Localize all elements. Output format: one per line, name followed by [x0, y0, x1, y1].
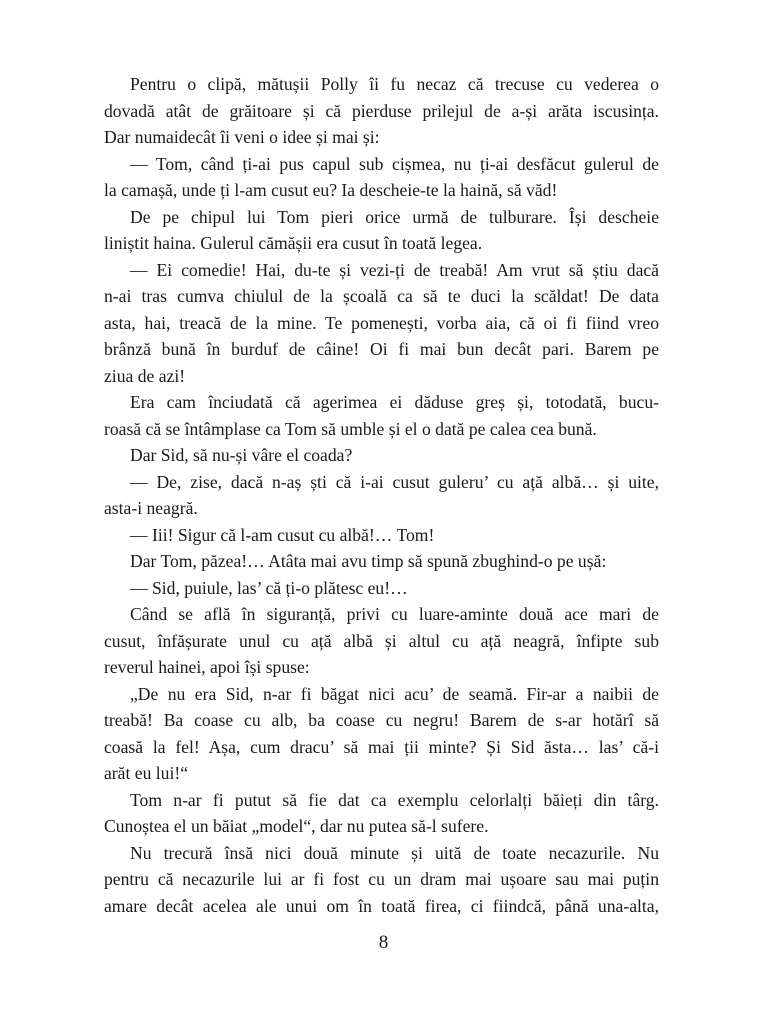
text-line: De pe chipul lui Tom pieri orice urmă de tulburare. Își descheie — [130, 206, 659, 227]
text-line: roasă că se întâmplase ca Tom să umble și el o dată pe calea cea bună. — [104, 418, 597, 439]
text-line: — Iii! Sigur că l-am cusut cu albă!… Tom! — [130, 524, 435, 545]
text-line: Când se află în siguranță, privi cu luare-aminte două ace mari de — [130, 604, 659, 624]
text-line: dovadă atât de grăitoare și că pierduse prilejul de a-și arăta iscusința. — [104, 100, 659, 121]
text-line: liniștit haina. Gulerul cămășii era cusut în toată legea. — [104, 233, 483, 253]
text-line: arăt eu lui!“ — [104, 763, 189, 783]
text-line: amare decât acelea ale unui om în toată firea, ci fiindcă, până una-alta, — [104, 895, 659, 916]
text-line: asta-i neagră. — [104, 498, 198, 518]
text-line: Nu trecură însă nici două minute și uită de toate necazurile. Nu — [130, 842, 659, 863]
body-text — [104, 71, 659, 919]
text-line: cusut, înfășurate unul cu ață albă și altul cu ață neagră, înfipte sub — [104, 630, 659, 651]
text-line: Tom n-ar fi putut să fie dat ca exemplu celorlalți băieți din târg. — [130, 789, 659, 810]
text-line: reverul hainei, apoi își spuse: — [104, 657, 310, 677]
text-line: treabă! Ba coase cu alb, ba coase cu negru! Barem de s-ar hotărî să — [104, 710, 659, 730]
text-line: — Sid, puiule, las’ că ți-o plătesc eu!… — [130, 577, 408, 598]
text-line: asta, hai, treacă de la mine. Te pomenești, vorba aia, că oi fi fiind vreo — [104, 312, 659, 333]
text-line: ziua de azi! — [104, 365, 186, 386]
text-line: — Tom, când ți-ai pus capul sub cișmea, nu ți-ai desfăcut gulerul de — [130, 153, 659, 174]
text-line: pentru că necazurile lui ar fi fost cu un dram mai ușoare sau mai puțin — [104, 869, 659, 889]
text-line: Dar Sid, să nu-și vâre el coada? — [130, 445, 353, 465]
text-line: Era cam înciudată că agerimea ei dăduse greș și, totodată, bucu- — [130, 392, 659, 412]
text-line: — De, zise, dacă n-aș ști că i-ai cusut guleru’ cu ață albă… și uite, — [130, 471, 659, 492]
text-line: „De nu era Sid, n-ar fi băgat nici acu’ de seamă. Fir-ar a naibii de — [130, 683, 659, 704]
text-line: brânză bună în burduf de câine! Oi fi mai bun decât pari. Barem pe — [104, 339, 659, 359]
text-line: Dar numaidecât îi veni o idee și mai și: — [104, 127, 380, 147]
text-line: Dar Tom, păzea!… Atâta mai avu timp să spună zbughind-o pe ușă: — [130, 551, 607, 571]
page-number: 8 — [378, 932, 389, 953]
text-line: — Ei comedie! Hai, du-te și vezi-ți de treabă! Am vrut să știu dacă — [130, 259, 659, 280]
text-line: n-ai tras cumva chiulul de la școală ca să te duci la scăldat! De data — [104, 286, 659, 306]
text-line: Pentru o clipă, mătușii Polly îi fu necaz că trecuse cu vederea o — [130, 74, 659, 94]
text-line: la camașă, unde ți l-am cusut eu? Ia descheie-te la haină, să văd! — [104, 180, 558, 200]
text-line: Cunoștea el un băiat „model“, dar nu putea să-l sufere. — [104, 816, 489, 836]
text-line: coasă la fel! Așa, cum dracu’ să mai ții minte? Și Sid ăsta… las’ că-i — [104, 736, 659, 757]
